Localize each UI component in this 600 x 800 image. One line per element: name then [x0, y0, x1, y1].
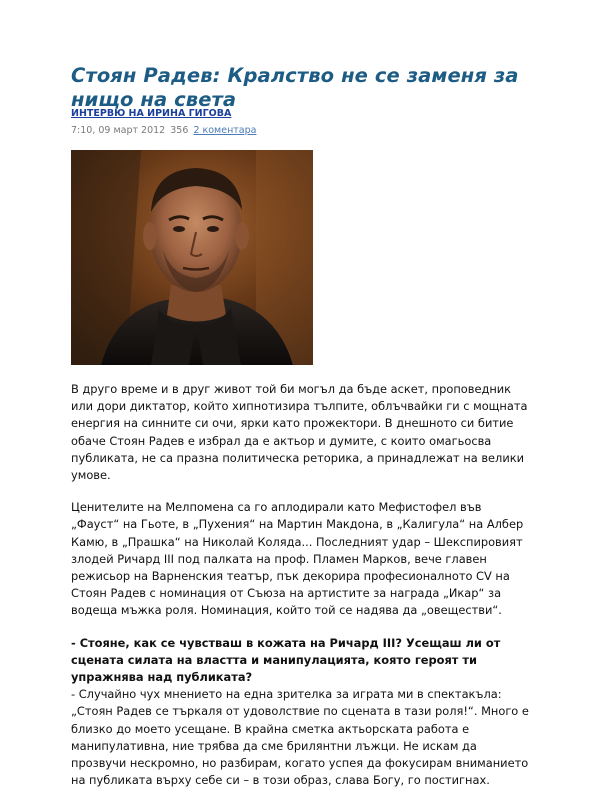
- article-body: [71, 381, 533, 789]
- portrait-photo: [71, 150, 313, 365]
- article-title: Стоян Радев: Кралство не се заменя за нищо на света: [71, 64, 519, 111]
- comments-link[interactable]: 2 коментара: [193, 125, 257, 136]
- article-paragraph-1: В друго време и в друг живот той би могъл да бъде аскет, проповедник или дори диктатор, който хипнотизира тълпите, облъчвайки ги с мощната енергия на синните си очи, ярки като прожектори. В днешното си битие обаче Стоян Радев е избрал да е актьор и думите, с които омагьосва публиката, не са празна политическа реторика, а принадлежат на велики умове.: [71, 382, 528, 483]
- article-meta: [71, 125, 256, 136]
- view-count: 356: [170, 125, 189, 136]
- author-byline-link[interactable]: ИНТЕРВЮ НА ИРИНА ГИГОВА: [71, 108, 232, 119]
- publish-datetime: 7:10, 09 март 2012: [71, 125, 166, 136]
- article-paragraph-2: Ценителите на Мелпомена са го аплодирали като Мефистофел във „Фауст“ на Гьоте, в „Пухения“ на Мартин Макдона, в „Калигула“ на Албер Камю, в „Прашка“ на Николай Коляда... Последният удар – Шекспировият злодей Ричард III под палката на проф. Пламен Марков, вече главен режисьор на Варненския театър, пък декорира професионалното CV на Стоян Радев с номинация от Съюза на артистите за награда „Икар“ за водеща мъжка роля. Номинация, който той се надява да „овеществи“.: [71, 500, 524, 618]
- interview-question: - Стояне, как се чувстваш в кожата на Ричард III? Усещаш ли от сцената силата на властта и манипулацията, която героят ти упражнява над публиката?: [71, 635, 501, 685]
- interview-answer: - Случайно чух мнението на една зрителка за играта ми в спектакъла: „Стоян Радев се търкаля от удоволствие по сцената в тази роля!“. Много е близко до моето усещане. В крайна сметка актьорската работа е манипулативна, ние трябва да сме брилянтни лъжци. Не искам да прозвучи нескромно, но разбирам, когато успея да фокусирам вниманието на публиката върху себе си – в този образ, слава Богу, го постигнах.: [71, 687, 529, 788]
